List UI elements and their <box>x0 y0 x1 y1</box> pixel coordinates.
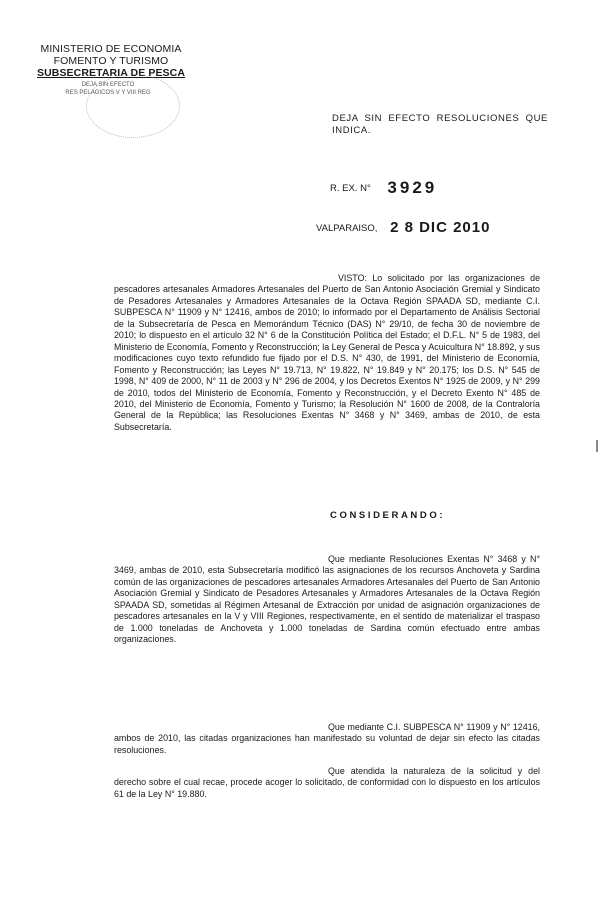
considerando-paragraph-1: Que mediante Resoluciones Exentas N° 3468 y N° 3469, ambas de 2010, esta Subsecretaría modificó las asignaciones de los recursos Anchoveta y Sardina común de las organizaciones de pescadores artesanales Armadores Artesanales del Puerto de San Antonio Asociación Gremial y Sindicato de Pesadores Artesanales y Armadores Artesanales de la Octava Región SPAADA SD, sometidas al Régimen Artesanal de Extracción por unidad de asignación organizaciones de pescadores artesanales en la V y VIII Regiones, respectivamente, en el sentido de materializar el traspaso de 1.000 toneladas de Anchoveta y 1.000 toneladas de Sardina común efectuado entre ambas organizaciones. <box>114 554 540 645</box>
considerando-paragraph-2: Que mediante C.I. SUBPESCA N° 11909 y N° 12416, ambos de 2010, las citadas organizaciones han manifestado su voluntad de dejar sin efecto las citadas resoluciones. <box>114 722 540 755</box>
document-subject: DEJA SIN EFECTO RESOLUCIONES QUE INDICA. <box>332 113 548 136</box>
resolution-label: R. EX. N° <box>330 183 371 194</box>
stamp-text-line1: DEJA SIN EFECTO <box>81 82 135 88</box>
letterhead <box>36 43 186 79</box>
letterhead-ministry: MINISTERIO DE ECONOMIA <box>40 43 182 55</box>
letterhead-ministry-sub: FOMENTO Y TURISMO <box>53 55 169 67</box>
date-stamp: 2 8 DIC 2010 <box>390 219 491 236</box>
stamp-text-line2: RES PELAGICOS V Y VIII REG <box>65 90 151 96</box>
margin-mark <box>596 440 598 452</box>
considerando-paragraph-3: Que atendida la naturaleza de la solicitud y del derecho sobre el cual recae, procede acoger lo solicitado, de conformidad con lo dispuesto en los artículos 61 de la Ley N° 19.880. <box>114 766 540 799</box>
letterhead-subsecretaria: SUBSECRETARIA DE PESCA <box>36 67 186 79</box>
place-date-line <box>316 218 490 235</box>
visto-paragraph: VISTO: Lo solicitado por las organizaciones de pescadores artesanales Armadores Artesanales del Puerto de San Antonio Asociación Gremial y Sindicato de Pesadores Artesanales y Armadores Artesanales de la Octava Región SPAADA SD, mediante C.I. SUBPESCA N° 11909 y N° 12416, ambos de 2010; lo informado por el Departamento de Análisis Sectorial de la Subsecretaría de Pesca en Memorándum Técnico (DAS) N° 29/10, de fecha 30 de noviembre de 2010; lo dispuesto en el artículo 32 N° 6 de la Constitución Política del Estado; el D.F.L. N° 5 de 1983, del Ministerio de Economía, Fomento y Reconstrucción; la Ley General de Pesca y Acuicultura N° 18.892, y sus modificaciones cuyo texto refundido fue fijado por el D.S. N° 430, de 1991, del Ministerio de Economía, Fomento y Reconstrucción; las Leyes N° 19.713, N° 19.822, N° 19.849 y N° 20.175; los D.S. N° 545 de 1998, N° 409 de 2000, N° 11 de 2003 y N° 296 de 2004, y los Decretos Exentos N° 1925 de 2009, y N° 299 de 2010, todos del Ministerio de Economía, Fomento y Reconstrucción, y el Decreto Exento N° 485 de 2010, del Ministerio de Economía, Fomento y Turismo; la Resolución N° 1600 de 2008, de la Contraloría General de la República; las Resoluciones Exentas N° 3468 y N° 3469, ambas de 2010, de esta Subsecretaría. <box>114 273 540 432</box>
stamp-text <box>38 81 178 97</box>
resolution-number-line <box>330 176 437 196</box>
place: VALPARAISO, <box>316 223 378 234</box>
resolution-number: 3929 <box>387 178 438 197</box>
considerando-heading: CONSIDERANDO: <box>330 510 446 521</box>
